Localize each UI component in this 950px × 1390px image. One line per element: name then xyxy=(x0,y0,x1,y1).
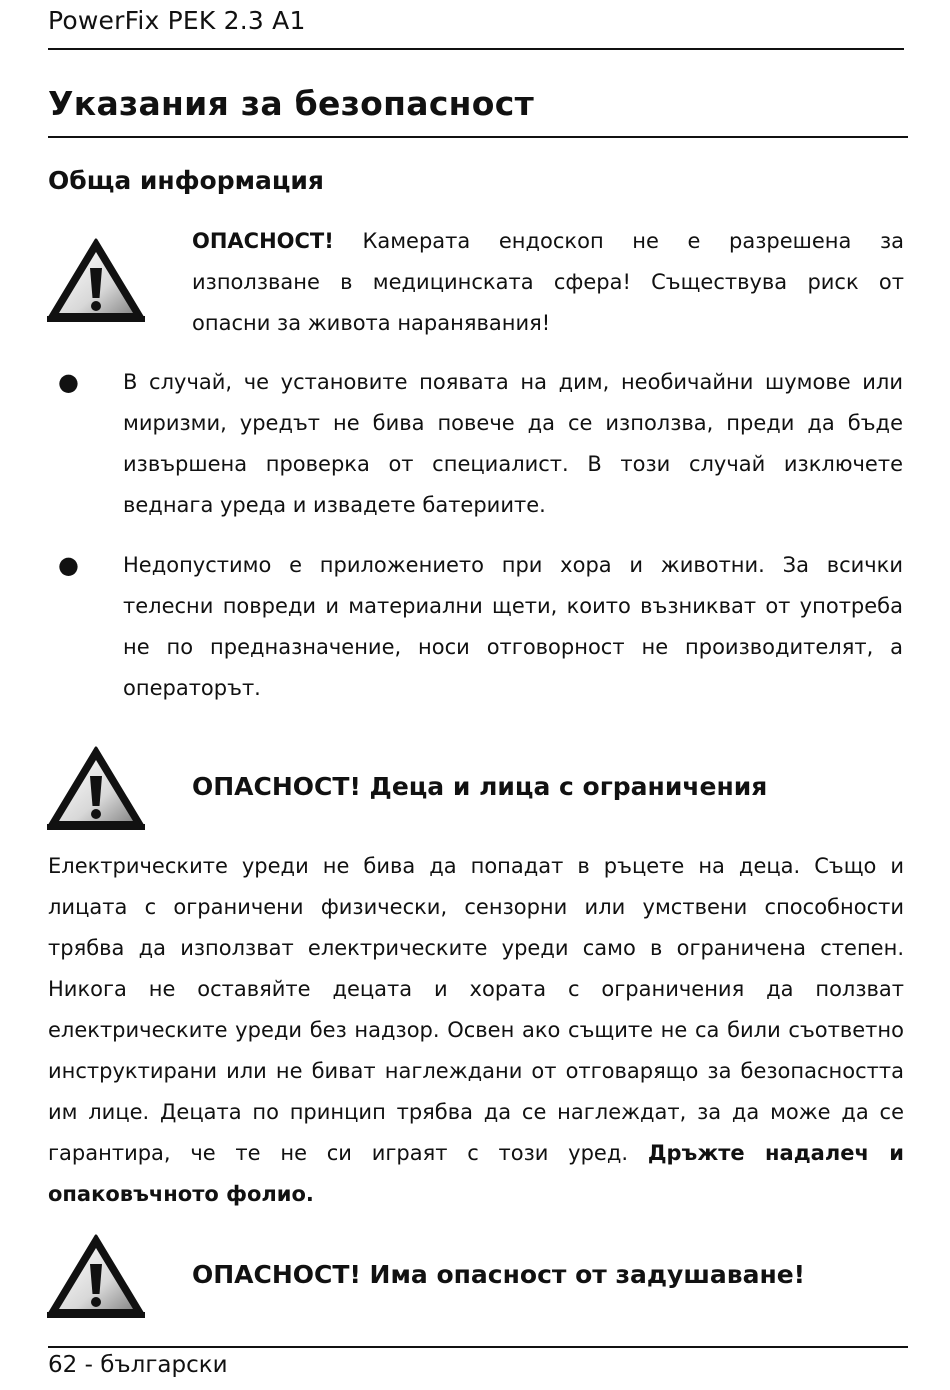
title-divider xyxy=(48,136,908,138)
warning-triangle-icon-svg xyxy=(46,1232,146,1320)
footer-divider xyxy=(48,1346,908,1348)
children-warning-text: Електрическите уреди не бива да попадат в ръцете на деца. Също и лицата с ограничени физически, сензорни или умствени способности трябва да използват електрическите уреди само в ограничена степен. Никога не оставяйте децата и хората с ограничения да ползват електрическите уреди без надзор. Освен ако същите не са били съответно инструктирани или не биват наглеждани от отговарящо за безопасността им лице. Децата по принцип трябва да се наглеждат, за да може да се гарантира, че те не си играят с този уред. xyxy=(48,854,904,1165)
page-title: Указания за безопасност xyxy=(48,84,535,123)
warning-triangle-icon xyxy=(46,236,146,324)
page-number: 62 - български xyxy=(48,1352,228,1378)
header-divider xyxy=(48,48,904,50)
danger-notice-medical xyxy=(192,221,904,344)
warning-triangle-icon xyxy=(46,744,146,832)
warning-triangle-icon-svg xyxy=(46,236,146,324)
danger-label: ОПАСНОСТ! xyxy=(192,229,334,253)
children-warning-bold-text: Дръжте надалеч и опаковъчното фолио. xyxy=(48,1141,904,1206)
section-title: Обща информация xyxy=(48,166,324,195)
children-warning-paragraph xyxy=(48,846,904,1215)
warning-triangle-icon-svg xyxy=(46,744,146,832)
header-title: PowerFix PEK 2.3 A1 xyxy=(48,6,306,35)
danger-children-title: ОПАСНОСТ! Деца и лица с ограничения xyxy=(192,772,768,801)
list-item: Недопустимо е приложението при хора и животни. За всички телесни повреди и материални щети, които възникват от употреба не по предназначение, носи отговорност не производителят, а операторът. xyxy=(123,553,903,700)
list-item: В случай, че установите появата на дим, необичайни шумове или миризми, уредът не бива повече да се използва, преди да бъде извършена проверка от специалист. В този случай изключете веднага уреда и извадете батериите. xyxy=(123,370,903,517)
danger-text: Камерата ендоскоп не е разрешена за използване в медицинската сфера! Съществува риск от опасни за живота наранявания! xyxy=(192,229,904,335)
bullet-icon: ● xyxy=(58,551,79,579)
warning-triangle-icon xyxy=(46,1232,146,1320)
danger-suffocation-title: ОПАСНОСТ! Има опасност от задушаване! xyxy=(192,1260,806,1289)
bullet-icon: ● xyxy=(58,368,79,396)
